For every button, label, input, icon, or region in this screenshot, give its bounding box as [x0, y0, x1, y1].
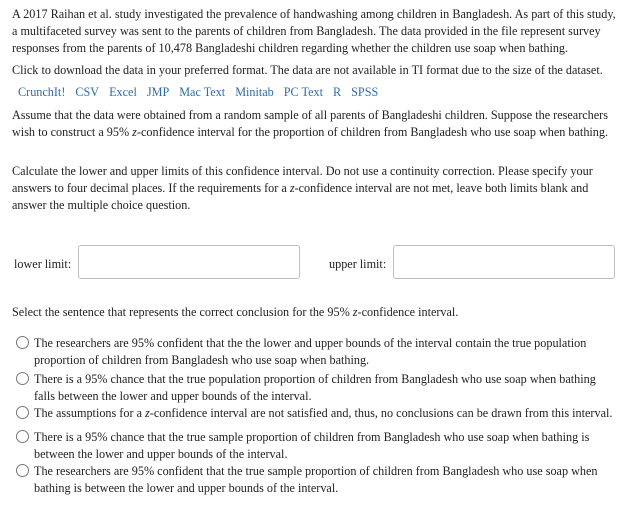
- radio-button[interactable]: [16, 336, 29, 349]
- intro-paragraph: A 2017 Raihan et al. study investigated the prevalence of handwashing among children in Bangladesh. As part of this study, a multifaceted survey was sent to the parents of children from Bangladesh. The data provided in the file represent survey responses from the parents of 10,478 Bangladeshi children regarding whether the children use soap when bathing.: [12, 7, 616, 55]
- download-link-crunchit[interactable]: CrunchIt!: [18, 85, 66, 99]
- option-text: There is a 95% chance that the true population proportion of children from Bangladesh who use soap when bathing falls between the lower and upper bounds of the interval.: [34, 372, 596, 403]
- upper-limit-input[interactable]: [393, 245, 615, 279]
- calculate-z-symbol: z: [289, 181, 295, 195]
- calculate-text-after: -confidence interval are not met, leave both limits blank and answer the multiple choice question.: [12, 181, 589, 212]
- download-link-mac-text[interactable]: Mac Text: [179, 85, 226, 99]
- assumption-paragraph: [12, 107, 620, 141]
- download-link-spss[interactable]: SPSS: [351, 85, 379, 99]
- question-text-after: -confidence interval.: [357, 305, 459, 319]
- download-instructions: Click to download the data in your preferred format. The data are not available in TI format due to the size of the dataset.: [12, 63, 603, 77]
- assumption-text-after: -confidence interval for the proportion of children from Bangladesh who use soap when bathing.: [136, 125, 609, 139]
- conclusion-question: [12, 304, 458, 321]
- calculate-text-before: Calculate the lower and upper limits of this confidence interval. Do not use a continuity correction. Please specify your answers to four decimal places. If the requirements for a: [12, 164, 593, 195]
- download-link-r[interactable]: R: [333, 85, 342, 99]
- lower-limit-input[interactable]: [78, 245, 300, 279]
- download-links: [18, 84, 388, 101]
- radio-button[interactable]: [16, 430, 29, 443]
- download-link-csv[interactable]: CSV: [75, 85, 100, 99]
- lower-limit-label: lower limit:: [14, 257, 72, 271]
- radio-button[interactable]: [16, 372, 29, 385]
- download-link-excel[interactable]: Excel: [109, 85, 137, 99]
- option-text: The researchers are 95% confident that the true sample proportion of children from Bangladesh who use soap when bathing is between the lower and upper bounds of the interval.: [34, 464, 598, 495]
- question-z-symbol: z: [352, 305, 358, 319]
- upper-limit-label: upper limit:: [329, 257, 387, 271]
- option-text: There is a 95% chance that the true sample proportion of children from Bangladesh who use soap when bathing is between the lower and upper bounds of the interval.: [34, 430, 590, 461]
- calculate-paragraph: [12, 163, 620, 214]
- question-text-before: Select the sentence that represents the correct conclusion for the 95%: [12, 305, 353, 319]
- radio-button[interactable]: [16, 406, 29, 419]
- radio-button[interactable]: [16, 464, 29, 477]
- assumption-text-before: Assume that the data were obtained from a random sample of all parents of Bangladeshi children. Suppose the researchers wish to construct a 95%: [12, 108, 608, 139]
- option-text: The assumptions for a z-confidence interval are not satisfied and, thus, no conclusions can be drawn from this interval.: [34, 406, 613, 420]
- download-link-minitab[interactable]: Minitab: [235, 85, 274, 99]
- assumption-z-symbol: z: [132, 125, 137, 139]
- option-text: The researchers are 95% confident that the the lower and upper bounds of the interval contain the true population proportion of children from Bangladesh who use soap when bathing.: [34, 336, 587, 367]
- download-link-pc-text[interactable]: PC Text: [283, 85, 323, 99]
- download-link-jmp[interactable]: JMP: [146, 85, 170, 99]
- option-z-symbol: z: [145, 406, 150, 420]
